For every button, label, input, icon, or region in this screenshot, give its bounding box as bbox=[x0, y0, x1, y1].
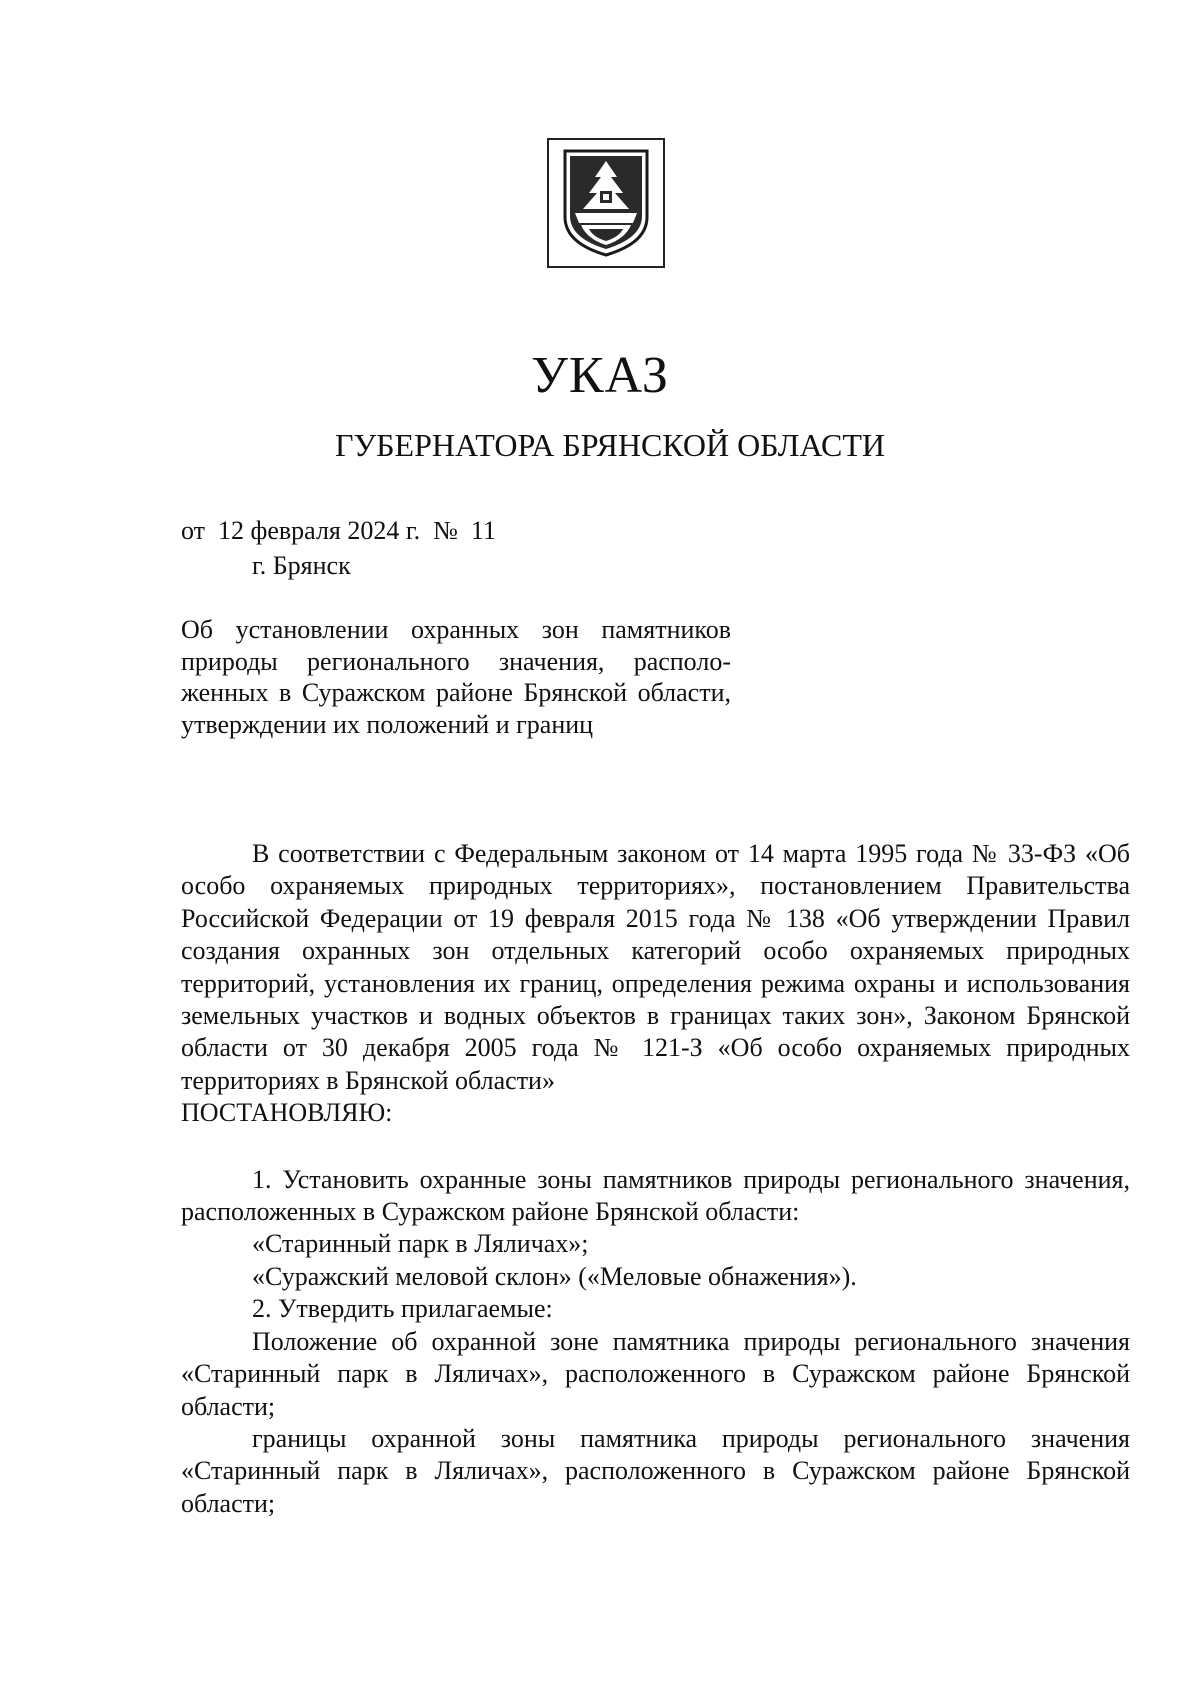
coat-of-arms-icon bbox=[559, 147, 653, 259]
body-paragraph: «Суражский меловой склон» («Меловые обнажения»). bbox=[252, 1261, 857, 1291]
body-paragraph: Положение об охранной зоне памятника природы регионального значения «Старинный парк в Ляличах», расположенного в Суражском районе Брянской области; bbox=[181, 1326, 1130, 1421]
decree-word: ПОСТАНОВЛЯЮ: bbox=[181, 1098, 393, 1128]
document-body bbox=[181, 838, 1130, 1520]
paragraph-gap bbox=[181, 1130, 1130, 1164]
document-subject: Об установлении охранных зон памятников природы регионального значения, расположенных в Суражском районе Брянской области, утверждении их положений и границ bbox=[181, 615, 731, 739]
body-paragraph: «Старинный парк в Ляличах»; bbox=[252, 1229, 589, 1259]
document-subtitle: ГУБЕРНАТОРА БРЯНСКОЙ ОБЛАСТИ bbox=[335, 427, 885, 463]
body-paragraph: 2. Утвердить прилагаемые: bbox=[252, 1294, 553, 1324]
coat-of-arms-emblem bbox=[547, 138, 665, 268]
document-title: УКАЗ bbox=[531, 347, 669, 404]
date-and-number: от 12 февраля 2024 г. № 11 bbox=[181, 516, 496, 545]
city: г. Брянск bbox=[252, 551, 351, 580]
body-paragraph: 1. Установить охранные зоны памятников природы регионального значения, расположенных в Суражском районе Брянской области: bbox=[181, 1164, 1130, 1227]
preamble-paragraph: В соответствии с Федеральным законом от 14 марта 1995 года № 33-ФЗ «Об особо охраняемых природных территориях», постановлением Правительства Российской Федерации от 19 февраля 2015 года № 138 «Об утверждении Правил создания охранных зон отдельных категорий особо охраняемых природных территорий, установления их границ, определения режима охраны и использования земельных участков и водных объектов в границах таких зон», Законом Брянской области от 30 декабря 2005 года № 121-З «Об особо охраняемых природных территориях в Брянской области» bbox=[181, 839, 1130, 1095]
body-paragraph: границы охранной зоны памятника природы регионального значения «Старинный парк в Ляличах», расположенного в Суражском районе Брянской области; bbox=[181, 1423, 1130, 1518]
